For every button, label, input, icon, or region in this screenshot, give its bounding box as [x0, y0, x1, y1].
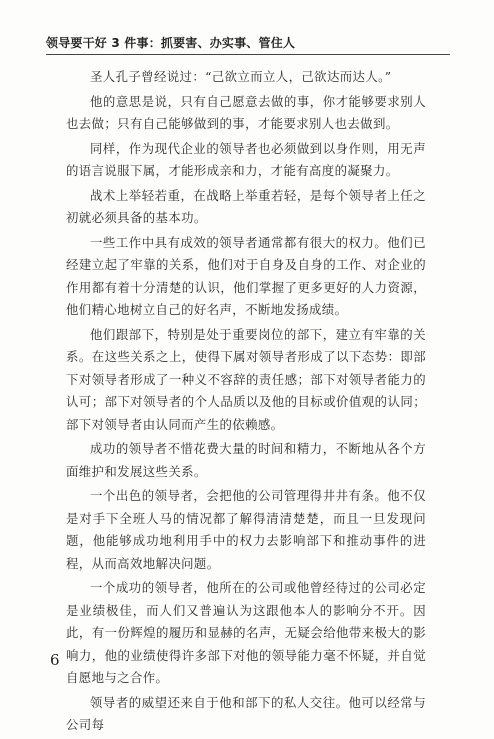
paragraph: 同样，作为现代企业的领导者也必须做到以身作则，用无声的语言说服下属，才能形成亲和力，才能有高度的凝聚力。 [66, 140, 426, 178]
body-text [66, 66, 426, 739]
paragraph: 一个出色的领导者，会把他的公司管理得井井有条。他不仅是对手下全班人马的情况都了解得清清楚楚，而且一旦发现问题，他能够成功地利用手中的权力去影响部下和推动事件的进程，从而高效地解决问题。 [66, 488, 426, 571]
paragraph: 一个成功的领导者，他所在的公司或他曾经待过的公司必定是业绩极佳，而人们又普遍认为这跟他本人的影响分不开。因此，有一份辉煌的履历和显赫的名声，无疑会给他带来极大的影响力，他的业绩使得许多部下对他的领导能力毫不怀疑，并自觉自愿地与之合作。 [66, 580, 426, 685]
header-divider [46, 54, 450, 55]
paragraph: 他的意思是说，只有自己愿意去做的事，你才能够要求别人也去做；只有自己能够做到的事，才能要求别人也去做到。 [66, 93, 426, 131]
paragraph: 领导者的威望还来自于他和部下的私人交往。他可以经常与公司每 [66, 694, 426, 732]
page-number: 6 [50, 651, 60, 669]
paragraph: 一些工作中具有成效的领导者通常都有很大的权力。他们已经建立起了牢靠的关系，他们对于自身及自身的工作、对企业的作用都有着十分清楚的认识，他们掌握了更多更好的人力资源，他们精心地树立自己的好名声，不断地发扬成绩。 [66, 234, 426, 317]
paragraph: 圣人孔子曾经说过：“己欲立而立人，己欲达而达人。” [90, 69, 392, 84]
paragraph: 战术上举轻若重，在战略上举重若轻，是每个领导者上任之初就必须具备的基本功。 [66, 187, 426, 225]
paragraph: 他们跟部下，特别是处于重要岗位的部下，建立有牢靠的关系。在这些关系之上，使得下属对领导者形成了以下态势：即部下对领导者形成了一种义不容辞的责任感；部下对领导者能力的认可；部下对领导者的个人品质以及他的目标或价值观的认同；部下对领导者由认同而产生的依赖感。 [66, 326, 426, 432]
paragraph: 成功的领导者不惜花费大量的时间和精力，不断地从各个方面维护和发展这些关系。 [66, 441, 426, 479]
running-header: 领导要干好 3 件事：抓要害、办实事、管住人 [46, 36, 296, 50]
